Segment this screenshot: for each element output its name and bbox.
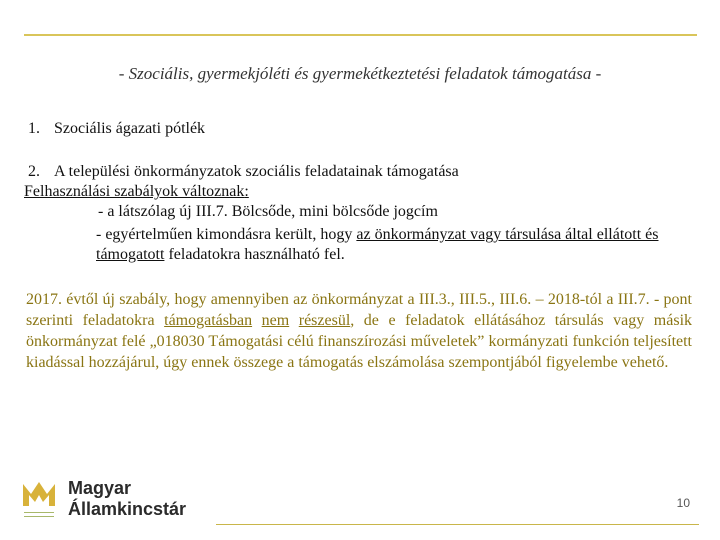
rules-heading-colon: : bbox=[244, 183, 249, 200]
paragraph-underline-3: részesül bbox=[298, 312, 351, 329]
top-divider bbox=[24, 34, 697, 36]
rules-heading-text: Felhasználási szabályok változnak bbox=[24, 183, 245, 200]
paragraph-part2: , de e feladatok ellátásához társulás vagy másik önkormányzat felé „018030 Támogatási célú finanszírozási műveletek” kormányzati funkción teljesített kiadással hozzájárul, úgy ennek összege a támogatás elszámolása szempontjából figyelembe vehető. bbox=[26, 312, 693, 371]
logo-line-2: Államkincstár bbox=[68, 499, 187, 519]
paragraph-part1: 2017. évtől új szabály, hogy amennyiben az önkormányzat a III.3., III.5., III.6. – 2018-tól a III.7. - pont szerinti feladatokra bbox=[26, 291, 692, 329]
list-item-number: 1. bbox=[28, 120, 40, 137]
rule-paragraph bbox=[26, 289, 692, 373]
list-item-1 bbox=[28, 120, 205, 138]
paragraph-space-2 bbox=[289, 312, 299, 329]
logo-underline-2 bbox=[24, 516, 54, 517]
list-item-number: 2. bbox=[28, 163, 40, 180]
paragraph-underline-1: támogatásban bbox=[164, 312, 253, 329]
logo-line-1: Magyar bbox=[68, 478, 132, 498]
bullet-usage-part1: - egyértelműen kimondásra került, hogy bbox=[96, 226, 357, 243]
page-number: 10 bbox=[676, 496, 690, 510]
paragraph-underline-2: nem bbox=[261, 312, 290, 329]
logo-wordmark bbox=[68, 478, 186, 520]
slide-subtitle: - Szociális, gyermekjóléti és gyermekétkeztetési feladatok támogatása - bbox=[118, 64, 602, 83]
paragraph-space-1 bbox=[252, 312, 262, 329]
bottom-divider bbox=[216, 524, 699, 525]
crown-m-icon bbox=[22, 480, 56, 508]
list-item-text: Szociális ágazati pótlék bbox=[54, 120, 206, 137]
bullet-nursery: - a látszólag új III.7. Bölcsőde, mini bölcsőde jogcím bbox=[98, 203, 438, 220]
bullet-usage bbox=[96, 225, 694, 265]
bullet-usage-underlined: az önkormányzat vagy társulása által ellátott és támogatott bbox=[96, 226, 659, 263]
list-item-text: A települési önkormányzatok szociális feladatainak támogatása bbox=[54, 163, 459, 180]
list-item-2 bbox=[28, 163, 459, 181]
bullet-usage-part3: feladatokra használható fel. bbox=[164, 246, 345, 263]
logo-underline-1 bbox=[24, 512, 54, 513]
rules-heading bbox=[24, 183, 249, 201]
treasury-logo bbox=[22, 478, 202, 522]
